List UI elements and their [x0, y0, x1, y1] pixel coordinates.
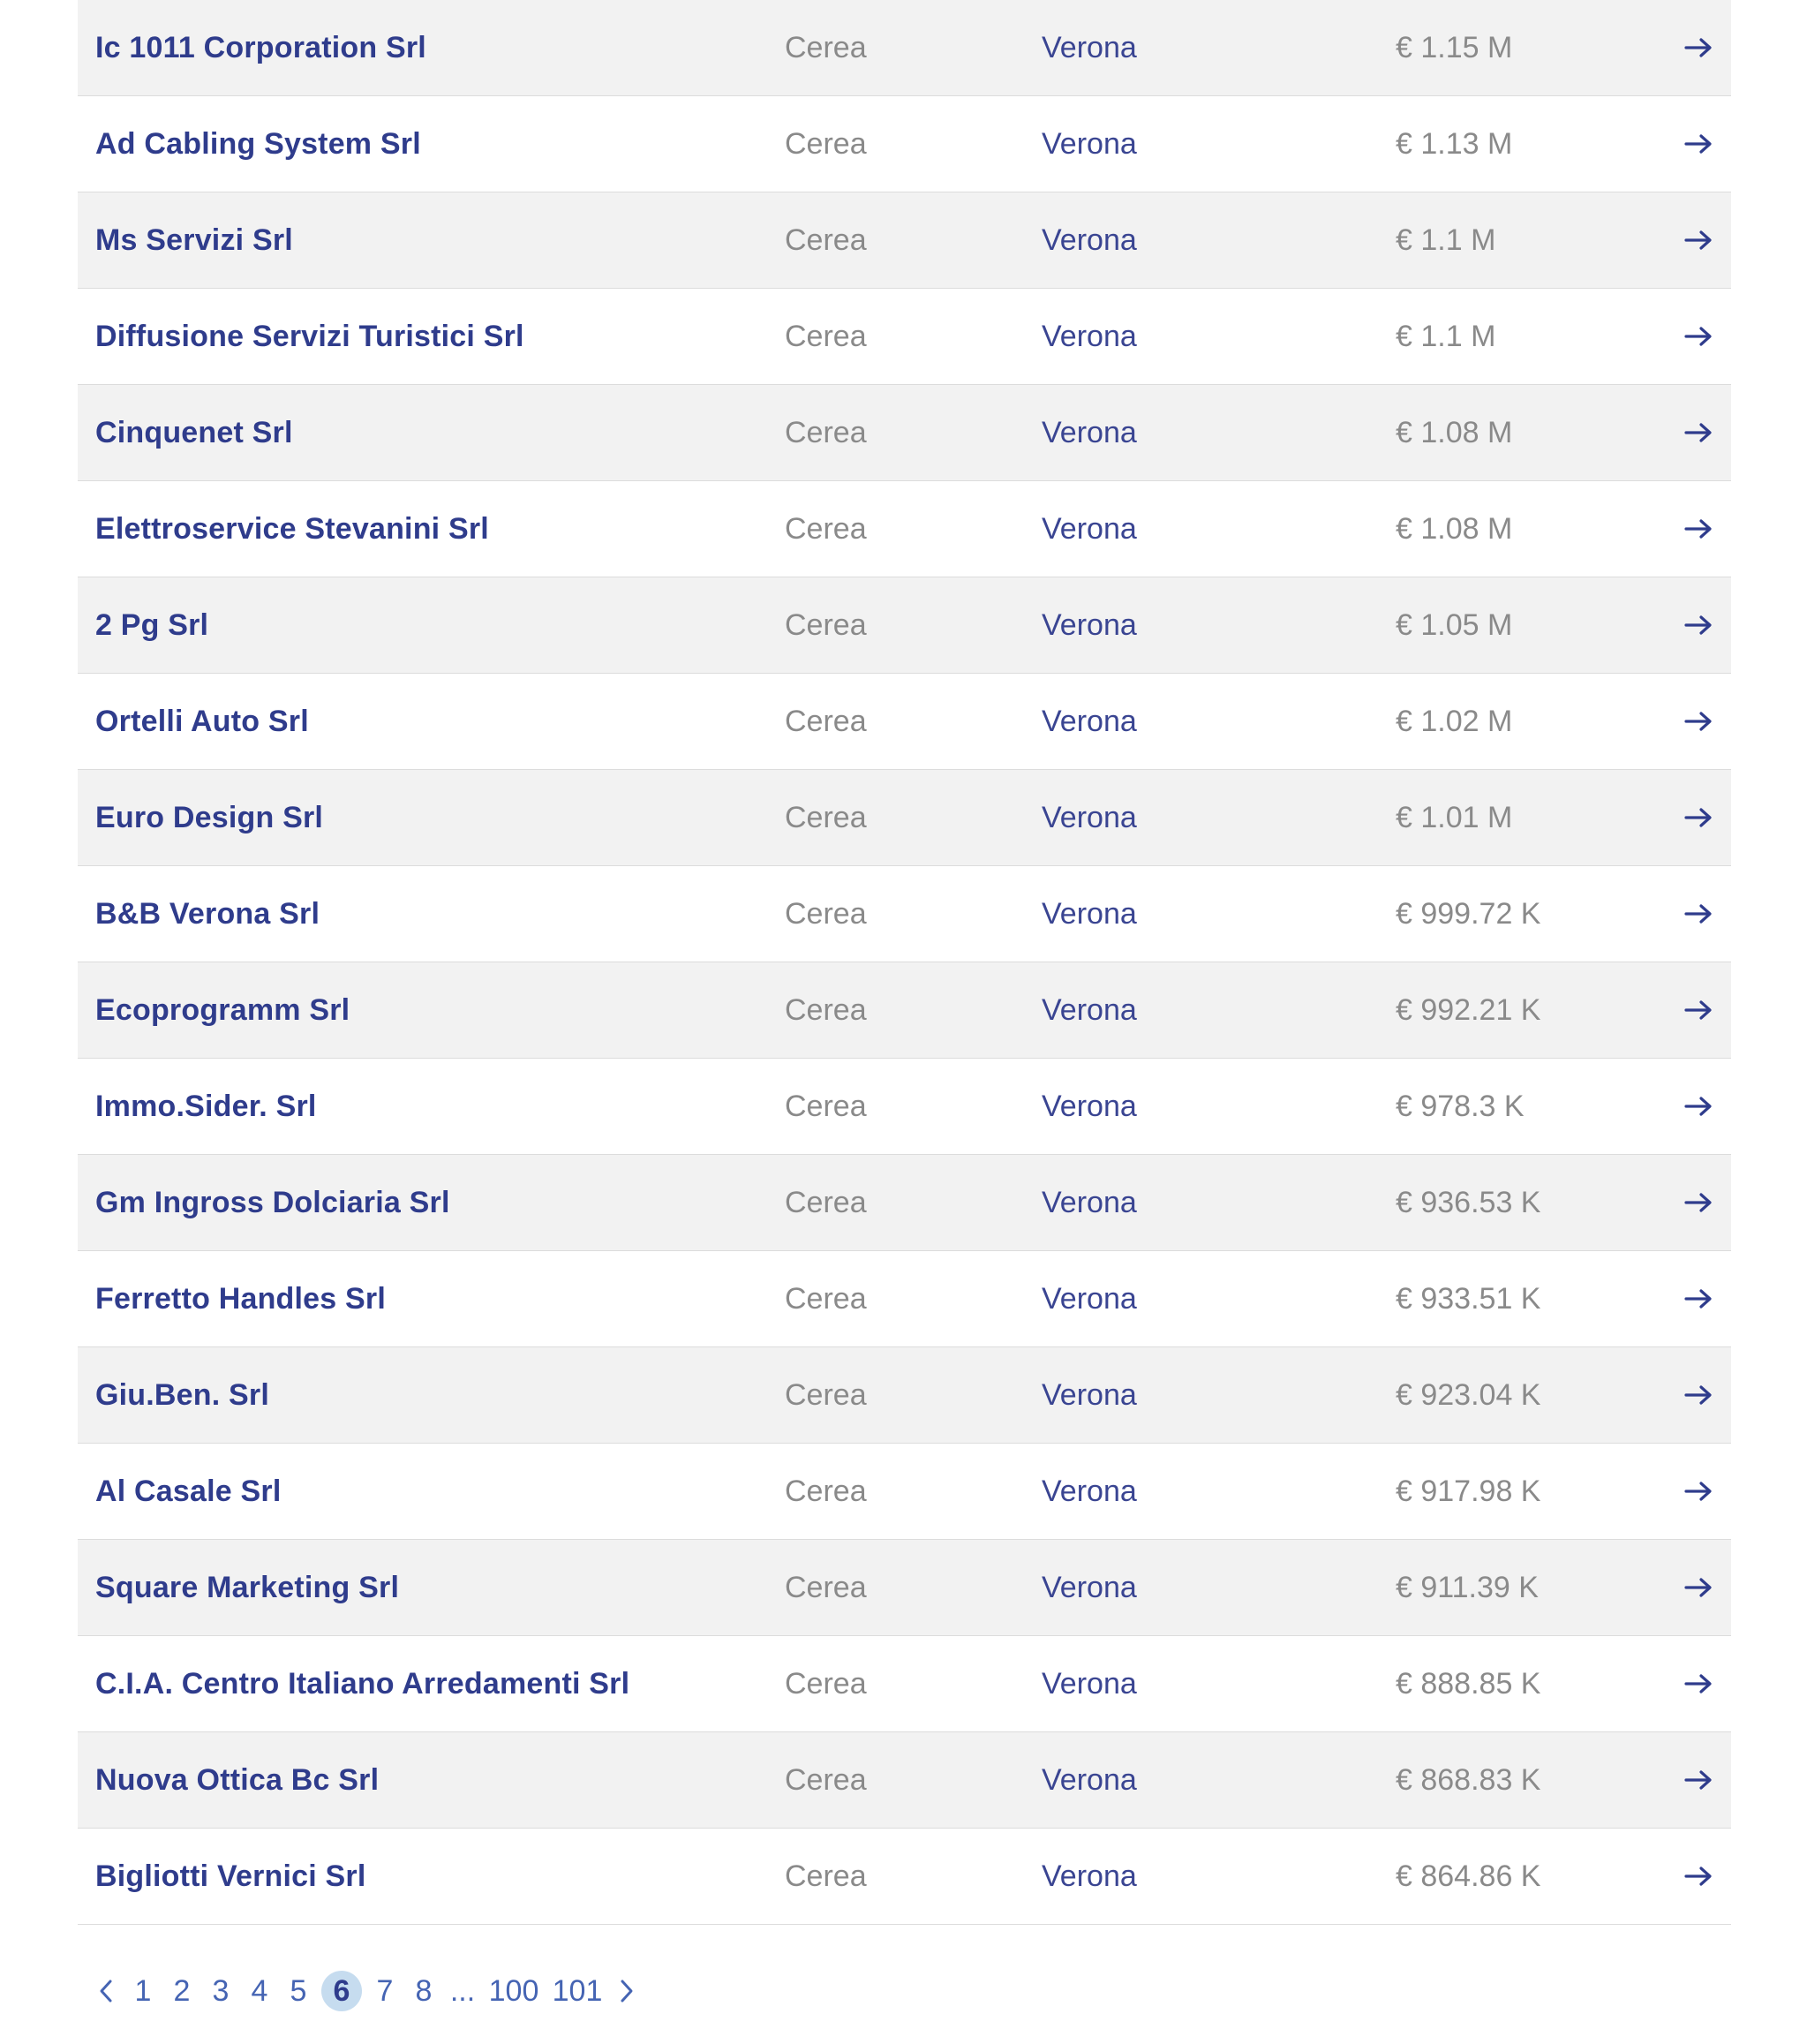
page-4-link[interactable]: 4 — [251, 1973, 268, 2008]
chevron-right-icon — [617, 1978, 636, 2004]
pagination-prev-button[interactable] — [88, 1969, 124, 2013]
arrow-right-icon — [1684, 1769, 1713, 1791]
arrow-right-icon — [1684, 1577, 1713, 1598]
city-cell: Cerea — [785, 1666, 867, 1701]
revenue-cell: € 888.85 K — [1396, 1666, 1541, 1701]
company-name-link[interactable]: C.I.A. Centro Italiano Arredamenti Srl — [95, 1666, 630, 1701]
row-open-button[interactable] — [1683, 385, 1713, 480]
province-cell: Verona — [1042, 126, 1137, 161]
company-name-link[interactable]: Ecoprogramm Srl — [95, 992, 350, 1027]
page-100-link[interactable]: 100 — [488, 1973, 539, 2008]
city-cell: Cerea — [785, 704, 867, 738]
company-table — [78, 0, 1731, 1925]
company-name-link[interactable]: Square Marketing Srl — [95, 1570, 400, 1604]
city-cell: Cerea — [785, 415, 867, 449]
company-name-link[interactable]: 2 Pg Srl — [95, 607, 209, 642]
row-open-button[interactable] — [1683, 577, 1713, 673]
city-cell: Cerea — [785, 1474, 867, 1508]
province-cell: Verona — [1042, 896, 1137, 931]
arrow-right-icon — [1684, 807, 1713, 828]
page-3-link[interactable]: 3 — [212, 1973, 230, 2008]
company-name-link[interactable]: Ic 1011 Corporation Srl — [95, 30, 426, 64]
city-cell: Cerea — [785, 1377, 867, 1412]
revenue-cell: € 933.51 K — [1396, 1281, 1541, 1316]
pagination-ellipsis: ... — [449, 1973, 476, 2008]
revenue-cell: € 1.08 M — [1396, 415, 1513, 449]
page-1-link[interactable]: 1 — [134, 1973, 152, 2008]
revenue-cell: € 1.1 M — [1396, 223, 1496, 257]
arrow-right-icon — [1684, 711, 1713, 732]
revenue-cell: € 1.08 M — [1396, 511, 1513, 546]
table-row[interactable] — [78, 1732, 1731, 1829]
table-row[interactable] — [78, 1251, 1731, 1347]
company-name-link[interactable]: Bigliotti Vernici Srl — [95, 1859, 366, 1893]
table-row[interactable] — [78, 866, 1731, 962]
city-cell: Cerea — [785, 1570, 867, 1604]
company-name-link[interactable]: Euro Design Srl — [95, 800, 324, 834]
city-cell: Cerea — [785, 1185, 867, 1219]
revenue-cell: € 1.02 M — [1396, 704, 1513, 738]
row-open-button[interactable] — [1683, 192, 1713, 288]
row-open-button[interactable] — [1683, 1059, 1713, 1154]
table-row[interactable] — [78, 1155, 1731, 1251]
row-open-button[interactable] — [1683, 0, 1713, 95]
table-row[interactable] — [78, 0, 1731, 96]
table-row[interactable] — [78, 96, 1731, 192]
page-101-link[interactable]: 101 — [552, 1973, 603, 2008]
city-cell: Cerea — [785, 1859, 867, 1893]
province-cell: Verona — [1042, 1185, 1137, 1219]
arrow-right-icon — [1684, 1673, 1713, 1694]
province-cell: Verona — [1042, 1666, 1137, 1701]
chevron-left-icon — [96, 1978, 116, 2004]
row-open-button[interactable] — [1683, 1444, 1713, 1539]
city-cell: Cerea — [785, 319, 867, 353]
row-open-button[interactable] — [1683, 1155, 1713, 1250]
revenue-cell: € 868.83 K — [1396, 1762, 1541, 1797]
province-cell: Verona — [1042, 607, 1137, 642]
arrow-right-icon — [1684, 422, 1713, 443]
revenue-cell: € 1.01 M — [1396, 800, 1513, 834]
company-name-link[interactable]: Nuova Ottica Bc Srl — [95, 1762, 380, 1797]
table-row[interactable] — [78, 962, 1731, 1059]
table-row[interactable] — [78, 1444, 1731, 1540]
company-name-link[interactable]: Ortelli Auto Srl — [95, 704, 309, 738]
arrow-right-icon — [1684, 1384, 1713, 1406]
revenue-cell: € 864.86 K — [1396, 1859, 1541, 1893]
row-open-button[interactable] — [1683, 1540, 1713, 1635]
arrow-right-icon — [1684, 615, 1713, 636]
arrow-right-icon — [1684, 37, 1713, 58]
arrow-right-icon — [1684, 1096, 1713, 1117]
city-cell: Cerea — [785, 126, 867, 161]
province-cell: Verona — [1042, 223, 1137, 257]
company-name-link[interactable]: B&B Verona Srl — [95, 896, 320, 931]
row-open-button[interactable] — [1683, 1347, 1713, 1443]
page-6-current[interactable]: 6 — [321, 1971, 362, 2011]
revenue-cell: € 978.3 K — [1396, 1089, 1525, 1123]
revenue-cell: € 923.04 K — [1396, 1377, 1541, 1412]
revenue-cell: € 1.1 M — [1396, 319, 1496, 353]
province-cell: Verona — [1042, 1859, 1137, 1893]
revenue-cell: € 936.53 K — [1396, 1185, 1541, 1219]
arrow-right-icon — [1684, 230, 1713, 251]
city-cell: Cerea — [785, 800, 867, 834]
city-cell: Cerea — [785, 1762, 867, 1797]
arrow-right-icon — [1684, 133, 1713, 155]
table-row[interactable] — [78, 674, 1731, 770]
province-cell: Verona — [1042, 1377, 1137, 1412]
city-cell: Cerea — [785, 1089, 867, 1123]
revenue-cell: € 999.72 K — [1396, 896, 1541, 931]
row-open-button[interactable] — [1683, 1732, 1713, 1828]
table-row[interactable] — [78, 1540, 1731, 1636]
city-cell: Cerea — [785, 992, 867, 1027]
company-name-link[interactable]: Diffusione Servizi Turistici Srl — [95, 319, 524, 353]
revenue-cell: € 1.15 M — [1396, 30, 1513, 64]
page-2-link[interactable]: 2 — [173, 1973, 191, 2008]
row-open-button[interactable] — [1683, 1829, 1713, 1924]
company-name-link[interactable]: Gm Ingross Dolciaria Srl — [95, 1185, 450, 1219]
row-open-button[interactable] — [1683, 289, 1713, 384]
province-cell: Verona — [1042, 800, 1137, 834]
table-row[interactable] — [78, 385, 1731, 481]
table-row[interactable] — [78, 1059, 1731, 1155]
company-name-link[interactable]: Immo.Sider. Srl — [95, 1089, 317, 1123]
table-row[interactable] — [78, 481, 1731, 577]
arrow-right-icon — [1684, 999, 1713, 1021]
pagination — [88, 1969, 644, 2013]
province-cell: Verona — [1042, 1570, 1137, 1604]
table-row[interactable] — [78, 289, 1731, 385]
company-name-link[interactable]: Ms Servizi Srl — [95, 223, 293, 257]
province-cell: Verona — [1042, 415, 1137, 449]
province-cell: Verona — [1042, 1474, 1137, 1508]
province-cell: Verona — [1042, 30, 1137, 64]
company-name-link[interactable]: Ad Cabling System Srl — [95, 126, 421, 161]
table-row[interactable] — [78, 192, 1731, 289]
page-5-link[interactable]: 5 — [290, 1973, 307, 2008]
table-row[interactable] — [78, 1347, 1731, 1444]
province-cell: Verona — [1042, 992, 1137, 1027]
city-cell: Cerea — [785, 30, 867, 64]
page-8-link[interactable]: 8 — [415, 1973, 433, 2008]
table-row[interactable] — [78, 1829, 1731, 1925]
revenue-cell: € 992.21 K — [1396, 992, 1541, 1027]
revenue-cell: € 917.98 K — [1396, 1474, 1541, 1508]
pagination-next-button[interactable] — [609, 1969, 644, 2013]
company-name-link[interactable]: Ferretto Handles Srl — [95, 1281, 386, 1316]
table-row[interactable] — [78, 1636, 1731, 1732]
page-7-link[interactable]: 7 — [376, 1973, 394, 2008]
row-open-button[interactable] — [1683, 866, 1713, 962]
row-open-button[interactable] — [1683, 674, 1713, 769]
arrow-right-icon — [1684, 326, 1713, 347]
arrow-right-icon — [1684, 1192, 1713, 1213]
revenue-cell: € 1.13 M — [1396, 126, 1513, 161]
province-cell: Verona — [1042, 319, 1137, 353]
city-cell: Cerea — [785, 511, 867, 546]
revenue-cell: € 911.39 K — [1396, 1570, 1539, 1604]
arrow-right-icon — [1684, 1866, 1713, 1887]
company-name-link[interactable]: Giu.Ben. Srl — [95, 1377, 269, 1412]
row-open-button[interactable] — [1683, 1251, 1713, 1346]
company-name-link[interactable]: Cinquenet Srl — [95, 415, 293, 449]
row-open-button[interactable] — [1683, 770, 1713, 865]
row-open-button[interactable] — [1683, 481, 1713, 577]
revenue-cell: € 1.05 M — [1396, 607, 1513, 642]
city-cell: Cerea — [785, 223, 867, 257]
row-open-button[interactable] — [1683, 1636, 1713, 1731]
city-cell: Cerea — [785, 607, 867, 642]
row-open-button[interactable] — [1683, 962, 1713, 1058]
province-cell: Verona — [1042, 704, 1137, 738]
company-name-link[interactable]: Elettroservice Stevanini Srl — [95, 511, 489, 546]
row-open-button[interactable] — [1683, 96, 1713, 192]
arrow-right-icon — [1684, 1481, 1713, 1502]
table-row[interactable] — [78, 577, 1731, 674]
city-cell: Cerea — [785, 896, 867, 931]
arrow-right-icon — [1684, 518, 1713, 539]
province-cell: Verona — [1042, 1281, 1137, 1316]
table-row[interactable] — [78, 770, 1731, 866]
company-name-link[interactable]: Al Casale Srl — [95, 1474, 282, 1508]
arrow-right-icon — [1684, 1288, 1713, 1309]
province-cell: Verona — [1042, 1089, 1137, 1123]
arrow-right-icon — [1684, 903, 1713, 924]
city-cell: Cerea — [785, 1281, 867, 1316]
province-cell: Verona — [1042, 1762, 1137, 1797]
province-cell: Verona — [1042, 511, 1137, 546]
